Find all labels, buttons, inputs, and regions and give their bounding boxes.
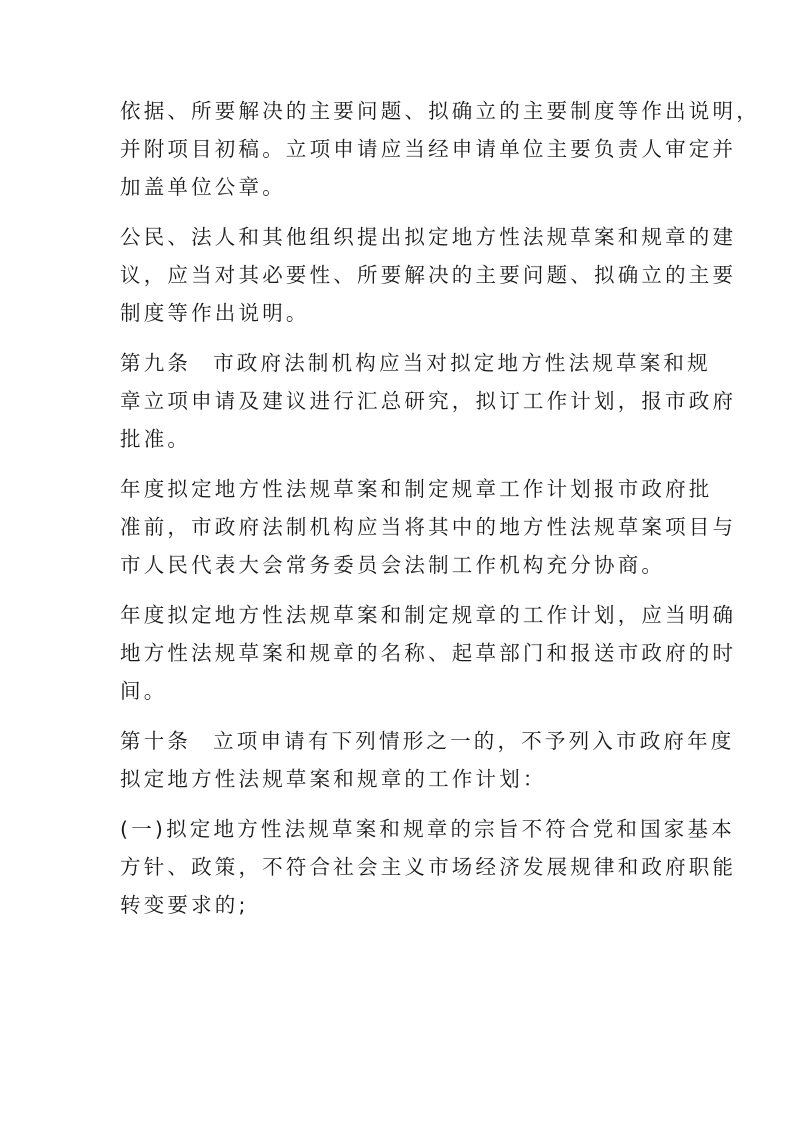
article-number: 第九条: [120, 351, 192, 375]
text-line: 转变要求的;: [120, 893, 249, 917]
text-line: [120, 722, 735, 760]
paragraph-article-9: [120, 344, 737, 458]
paragraph-item-1: [120, 810, 737, 924]
text-line: 年度拟定地方性法规草案和制定规章工作计划报市政府批: [120, 477, 713, 501]
text-line: 制度等作出说明。: [120, 301, 310, 325]
paragraph-1: [120, 92, 760, 206]
text-line: 市人民代表大会常务委员会法制工作机构充分协商。: [120, 553, 666, 577]
paragraph-5: [120, 596, 737, 710]
article-text: 立项申请有下列情形之一的，不予列入市政府年度: [213, 729, 735, 753]
text-line: 拟定地方性法规草案和规章的工作计划：: [120, 767, 547, 791]
text-line: 并附项目初稿。立项申请应当经申请单位主要负责人审定并: [120, 137, 737, 161]
text-line: 方针、政策，不符合社会主义市场经济发展规律和政府职能: [120, 855, 737, 879]
text-line: 公民、法人和其他组织提出拟定地方性法规草案和规章的建: [120, 225, 737, 249]
text-line: 年度拟定地方性法规草案和制定规章的工作计划，应当明确: [120, 603, 737, 627]
text-line: 加盖单位公章。: [120, 175, 286, 199]
text-line: 议，应当对其必要性、所要解决的主要问题、拟确立的主要: [120, 263, 737, 287]
text-line: [120, 344, 711, 382]
paragraph-article-10: [120, 722, 735, 798]
document-page: [120, 92, 760, 936]
text-line: 章立项申请及建议进行汇总研究，拟订工作计划，报市政府: [120, 389, 737, 413]
text-line: (一)拟定地方性法规草案和规章的宗旨不符合党和国家基本: [120, 817, 735, 841]
paragraph-4: [120, 470, 737, 584]
text-line: 地方性法规草案和规章的名称、起草部门和报送市政府的时: [120, 641, 737, 665]
text-line: 间。: [120, 679, 168, 703]
text-line: 批准。: [120, 427, 192, 451]
article-text: 市政府法制机构应当对拟定地方性法规草案和规: [213, 351, 711, 375]
paragraph-2: [120, 218, 737, 332]
text-line: 依据、所要解决的主要问题、拟确立的主要制度等作出说明，: [120, 99, 760, 123]
text-line: 准前，市政府法制机构应当将其中的地方性法规草案项目与: [120, 515, 737, 539]
article-number: 第十条: [120, 729, 192, 753]
